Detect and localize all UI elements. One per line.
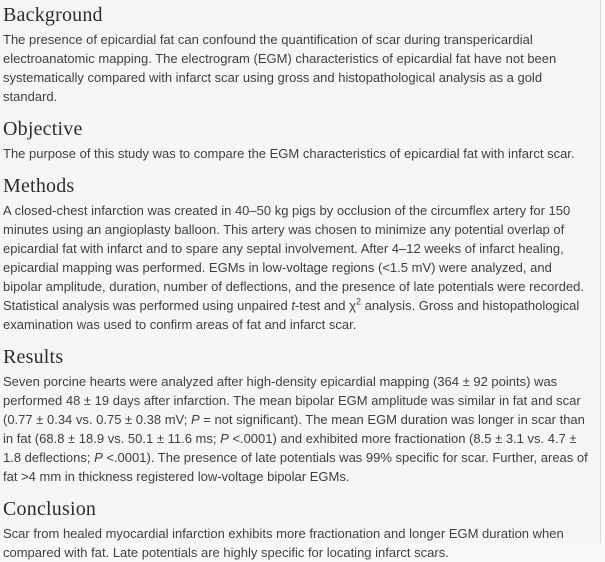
section-paragraph: A closed-chest infarction was created in 40–50 kg pigs by occlusion of the circumflex artery for 150 minutes using an angioplasty balloon. This artery was chosen to minimize any potential overlap of epicardial fat with infarct and to spare any septal involvement. After 4–12 weeks of infarct healing, epicardial mapping was performed. EGMs in low-voltage regions (<1.5 mV) were analyzed, and bipolar amplitude, duration, number of deflections, and the presence of late potentials were recorded. Statistical analysis was performed using unpaired t-test and $\chi^2$ analysis. Gross and histopathological examination was used to confirm areas of fat and infarct scar. bbox=[3, 203, 585, 332]
abstract-section bbox=[3, 496, 593, 562]
abstract-sections bbox=[3, 2, 593, 562]
section-heading: Methods bbox=[3, 175, 75, 197]
section-paragraph: The presence of epicardial fat can confound the quantification of scar during transpericardial electroanatomic mapping. The electrogram (EGM) characteristics of epicardial fat have not been systematically compared with infarct scar using gross and histopathological analysis as a gold standard. bbox=[3, 32, 557, 104]
section-heading: Background bbox=[3, 4, 103, 26]
abstract-section bbox=[3, 116, 593, 163]
section-heading: Results bbox=[3, 346, 64, 368]
abstract-section bbox=[3, 344, 593, 486]
section-paragraph: The purpose of this study was to compare the EGM characteristics of epicardial fat with infarct scar. bbox=[3, 146, 575, 161]
section-heading: Objective bbox=[3, 118, 83, 140]
section-paragraph: Scar from healed myocardial infarction exhibits more fractionation and longer EGM duration when compared with fat. Late potentials are highly specific for locating infarct scars. bbox=[3, 526, 564, 560]
section-paragraph: Seven porcine hearts were analyzed after high-density epicardial mapping (364 ± 92 points) was performed 48 ± 19 days after infarction. The mean bipolar EGM amplitude was similar in fat and scar (0.77 ± 0.34 vs. 0.75 ± 0.38 mV; P = not significant). The mean EGM duration was longer in scar than in fat (68.8 ± 18.9 vs. 50.1 ± 11.6 ms; P <.0001) and exhibited more fractionation (8.5 ± 3.1 vs. 4.7 ± 1.8 deflections; P <.0001). The presence of late potentials was 99% specific for scar. Further, areas of fat >4 mm in thickness registered low-voltage bipolar EGMs. bbox=[3, 374, 588, 484]
abstract-section bbox=[3, 173, 593, 334]
abstract-section bbox=[3, 2, 593, 106]
section-heading: Conclusion bbox=[3, 498, 97, 520]
